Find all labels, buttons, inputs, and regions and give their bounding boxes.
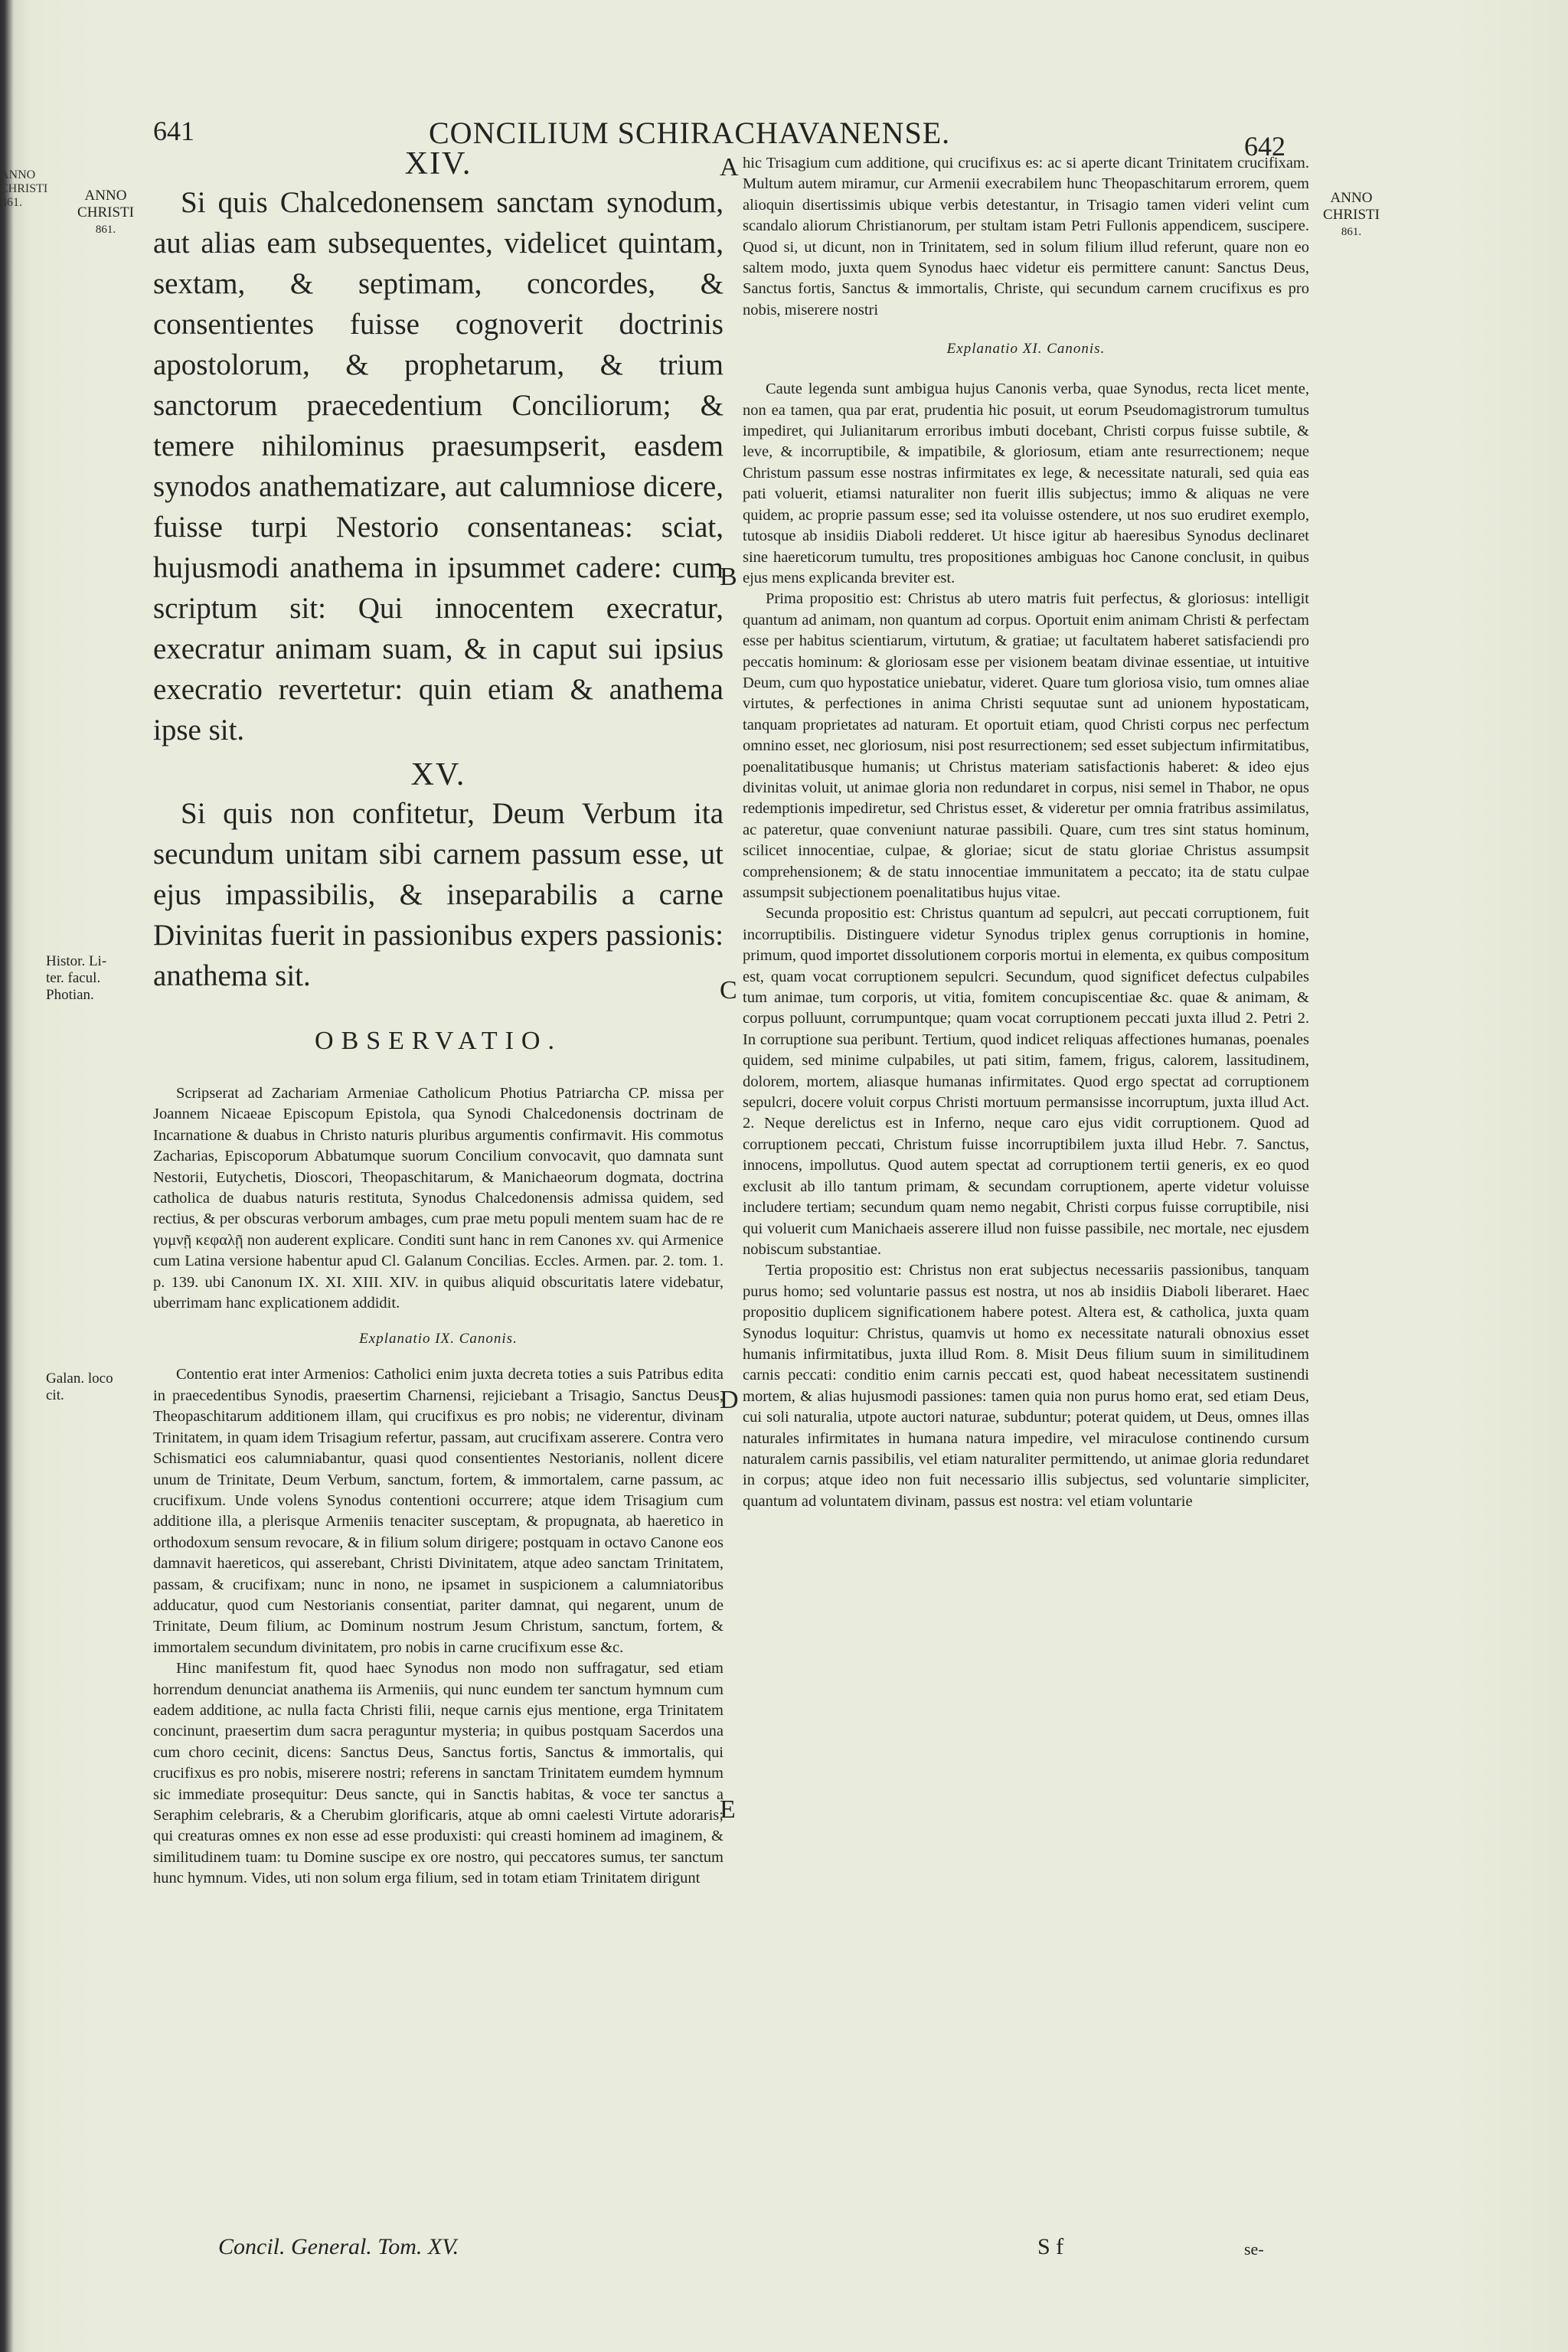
margin-anno-left [60,188,152,238]
canon-heading-14: XIV. [404,146,472,181]
margin-line: ANNO [1330,190,1373,206]
margin-line: 861. [1341,226,1362,238]
margin-line: ter. facul. [46,970,101,986]
footer-signature: S f [1037,2234,1064,2259]
explanation-11-paragraph-3: Secunda propositio est: Christus quantum ad sepulcri, aut peccati corruptionem, fuit incorruptibilis. Distinguere videtur Synodus triplex genus corruptionis in homine, primum, quod importet dissolutionem corporis mortui in elementa, ex quibus compositum est, quam vocat corruptionem sepulcri. Secundum, quod significet defectus culpabiles tum animae, tum corporis, ut vitia, fomitem concupiscentiae &c. quae & animam, & corpus polluunt, corrumpuntque; quam vocat corruptionem peccati juxta illud 2. Petri 2. In corruptione sua peribunt. Tertium, quod indicet reliquas affectiones humanas, poenales quidem, sed minime culpabiles, ut pati sitim, famem, frigus, calorem, lassitudinem, dolorem, mortem, aliasque humanas infirmitates. Quod ergo spectat ad corruptionem sepulcri, docere voluit corpus Christi mortuum permansisse incorruptum, juxta illud Act. 2. Neque derelictus est in Inferno, neque caro ejus vidit corruptionem. Quod ad corruptionem peccati, Christum fuisse incorruptibilem juxta illud Hebr. 7. Sanctus, innocens, impollutus. Quod autem spectat ad corruptionem tertii generis, ex eo quod exclusit ab illo tantum primam, & secundam corruptionem, aperte videtur voluisse includere tertiam; secundum quam nemo negabit, Christi corpus fuisse corruptibile, nisi qui voluerit cum Manichaeis asserere illud non fuisse passibile, nec mortale, nec ejusdem nobiscum substantiae. [743,905,1309,1258]
edge-tab-line: CHRISTI [0,182,48,195]
side-letter-a: A [720,153,739,181]
edge-tab-line: 861. [1,196,22,209]
right-top-paragraph: hic Trisagium cum additione, qui crucifixus es: ac si aperte dicant Trinitatem crucifixam. Multum autem miramur, cur Armenii execrabilem hunc Theopaschitarum errorem, quem alioquin disertissimis ubique verbis detestantur, in Trisagio tamen videri velint cum scandalo aliorum Christianorum, per stultam istam Petri Fullonis appendicem, suscipere. Quod si, ut dicunt, non in Trinitatem, sed in solum filium illud referunt, quare non eo saltem modo, juxta quem Synodus haec videtur eis permittere canunt: Sanctus Deus, Sanctus fortis, Sanctus & immortalis, Christe, qui secundum carnem crucifixus es pro nobis, miserere nostri [743,155,1309,318]
explanation-11-heading: Explanatio XI. Canonis. [946,341,1106,358]
margin-line: 861. [95,224,116,236]
explanation-11-paragraph-4: Tertia propositio est: Christus non erat subjectus necessariis passionibus, tanquam purus homo; sed voluntarie passus est nostra, ut nos ab insidiis Diaboli liberaret. Haec propositio duplicem significationem habere potest. Altera est, & catholica, juxta quam Synodus loquitur: Christus, quamvis ut homo ex necessitate naturali obnoxius esset humanis infirmitatibus, juxta illud Rom. 8. Misit Deus filium suum in similitudinem carnis peccati: conditio enim carnis peccati est, quod habeat necessitatem sustinendi mortem, & alias hujusmodi passiones: tamen quia non purus homo erat, sed etiam Deus, cui soli naturalia, utpote auctori naturae, subduntur; poterat quidem, ut Deus, omnes illas naturales infirmitates in humana natura impedire, vel miraculose continendo cursum naturalem carnis passibilis, vel etiam naturaliter permittendo, ut animae gloria redundaret in corpus; atque ideo non fuit necessario illis subjectus, sed voluntarie simpliciter, quantum ad voluntatem divinam, passus est nostra: vel etiam voluntarie [743,1262,1309,1510]
right-column [743,153,1309,1512]
canon-15-text: Si quis non confitetur, Deum Verbum ita secundum unitam sibi carnem passum esse, ut ejus impassibilis, & inseparabilis a carne Divinitas fuerit in passionibus expers passionis: anathema sit. [153,797,724,992]
explanation-11-paragraph-2: Prima propositio est: Christus ab utero matris fuit perfectus, & gloriosus: intelligit quantum ad animam, non quantum ad corpus. Oportuit enim animam Christi & perfectam esse per habitus scientiarum, virtutum, & gratiae; ut facultatem haberet satisfaciendi pro peccatis hominum: & gloriosam esse per visionem beatam divinae essentiae, ut intuitive Deum, cum quo hypostatice uniebatur, videret. Quare tum gloriosa visio, tum omnes aliae virtutes, & perfectiones in anima Christi sequutae sunt ad unionem hypostaticam, tanquam proprietates ad naturam. Et oportuit etiam, quod Christi corpus nec perfectum omnino esset, nec gloriosum, nisi post resurrectionem; sed esset subjectum infirmitatibus, poenalitatibusque humanis; ut Christus materiam satisfactionis haberet: & ideo ejus divinitas voluit, ut animae gloria non redundaret in corpus, nisi semel in Thabor, ne opus redemptionis impediretur, sed Christus esset, & videretur per omnia fratribus assimilatus, ac pateretur, quae conveniunt naturae passibili. Quare, cum tres sint status hominum, scilicet innocentiae, culpae, & gloriae; sicut de statu gloriae Christus assumpsit comprehensionem; & de statu innocentiae immunitatem a peccato; ita de statu culpae assumpsit subjectionem poenalitatibus hujus vitae. [743,590,1309,901]
margin-line: Photian. [46,987,94,1003]
page-number-left: 641 [153,116,194,146]
left-column [153,145,724,1890]
margin-line: CHRISTI [77,204,134,220]
margin-note-galan [46,1370,145,1404]
explanation-9-paragraph-2: Hinc manifestum fit, quod haec Synodus non modo non suffragatur, sed etiam horrendum denunciat anathema iis Armeniis, qui nunc eundem ter sanctum hymnum cum eadem additione, ac nulla facta Christi filii, neque carnis ejus mentione, erga Trinitatem concinunt, praesertim dum sacra peraguntur mysteria; in quibus postquam Sacerdos una cum choro cecinit, dicens: Sanctus Deus, Sanctus fortis, Sanctus & immortalis, qui crucifixus es pro nobis, miserere nostri; referens in sanctam Trinitatem eumdem hymnum sic immediate prosequitur: Deus sancte, qui in Sanctis habitas, & voce ter sanctus a Seraphim celebraris, & a Cherubim glorificaris, atque ab omni caelesti Virtute adoraris; qui creaturas omnes ex non esse ad esse produxisti: qui creasti hominem ad imaginem, & similitudinem tuam: tu Domine suscipe ex ore nostro, qui peccatores sumus, ter sanctum hunc hymnum. Vides, uti non solum erga filium, sed in totam etiam Trinitatem dirigunt [153,1660,724,1887]
margin-line: Galan. loco [46,1370,113,1387]
edge-thumb-tab [0,107,48,260]
explanation-11-paragraph-1: Caute legenda sunt ambigua hujus Canonis verba, quae Synodus, recta licet mente, non ea tamen, qua par erat, prudentia hic posuit, ut eorum Pseudomagistrorum tumultus impediret, qui Julianitarum erroribus imbuti docebant, Christi corpus fuisse subtile, & leve, & incorruptibile, & impatibile, & gloriosum, etiam ante resurrectionem; neque Christum passum esse nostras infirmitates ex lege, & necessitate naturali, sed quia eas pati voluerit, etiamsi naturaliter non fuerit illis subjectus; immo & aliquas ne vere quidem, ac proprie passum esse; sed ita voluisse ostendere, ut nos suo erudiret exemplo, tutosque ab insidiis Diaboli redderet. Ut hisce igitur ab haeresibus Synodus declinaret sine haereticorum tumultu, tres propositiones ambiguas hoc Canone conclusit, in quibus ejus mens explicanda breviter est. [743,381,1309,586]
running-title: CONCILIUM SCHIRACHAVANENSE. [429,116,951,150]
observatio-heading: OBSERVATIO. [315,1027,562,1055]
margin-line: CHRISTI [1323,207,1380,223]
canon-heading-15: XV. [410,757,466,792]
margin-anno-right [1305,190,1397,240]
observatio-paragraph: Scripserat ad Zachariam Armeniae Catholicum Photius Patriarcha CP. missa per Joannem Nicaeae Episcopum Epistola, qua Synodi Chalcedonensis doctrinam de Incarnatione & duabus in Christo naturis pluribus argumentis confirmavit. His commotus Zacharias, Episcoporum Abbatumque suorum Concilium convocavit, quo damnata sunt Nestorii, Eutychetis, Dioscori, Theopaschitarum, & Manichaeorum dogmata, doctrina catholica de duabus naturis restituta, Synodus Chalcedonensis admissa quidem, sed rectius, & per obscuras verborum ambages, cum prae metu populi mentem suam hac de re γυμνῇ κεφαλῇ non auderent explicare. Conditi sunt hanc in rem Canones xv. qui Armenice cum Latina versione habentur apud Cl. Galanum Concilias. Eccles. Armen. par. 2. tom. 1. p. 139. ubi Canonum IX. XI. XIII. XIV. in quibus aliquid obscuritatis latere videbatur, uberrimam hanc explicationem addidit. [153,1085,724,1312]
side-letter-c: C [720,976,737,1004]
page-number-right: 642 [1244,131,1285,162]
margin-line: Histor. Li- [46,953,107,969]
margin-note-histor [46,953,145,1004]
margin-line: cit. [46,1387,64,1403]
explanation-9-heading: Explanatio IX. Canonis. [359,1331,518,1348]
side-letter-e: E [720,1795,736,1824]
margin-line: ANNO [84,188,127,204]
side-letter-d: D [720,1386,739,1414]
catchword: se- [1244,2239,1264,2259]
edge-tab-line: ANNO [0,168,36,181]
side-letter-b: B [720,563,737,591]
canon-14-text: Si quis Chalcedonensem sanctam synodum, aut alias eam subsequentes, videlicet quintam, sextam, & septimam, concordes, & consentientes fuisse cognoverit doctrinis apostolorum, & prophetarum, & trium sanctorum praecedentium Conciliorum; & temere nihilominus praesumpserit, easdem synodos anathematizare, aut calumniose dicere, fuisse turpi Nestorio consentaneas: sciat, hujusmodi anathema in ipsummet cadere: cum scriptum sit: Qui innocentem execratur, execratur animam suam, & in caput sui ipsius execratio revertetur: quin etiam & anathema ipse sit. [153,186,724,746]
footer-volume: Concil. General. Tom. XV. [218,2234,459,2259]
explanation-9-paragraph-1: Contentio erat inter Armenios: Catholici enim juxta decreta toties a suis Patribus edita in praecedentibus Synodis, praesertim Charnensi, rejiciebant a Trisagio, Sanctus Deus, Theopaschitarum additionem illam, qui crucifixus es pro nobis; ne viderentur, divinam Trinitatem, in quam idem Trisagium refertur, passam, aut crucifixam asserere. Contra vero Schismatici eos calumniabantur, quasi quod consentientes Nestorianis, nollent dicere unum de Trinitate, Deum Verbum, sanctum, fortem, & immortalem, carne passum, ac crucifixum. Unde volens Synodus contentioni occurrere; atque idem Trisagium cum additione illa, a plerisque Armeniis tenaciter susceptam, & propugnata, ab haeretico in orthodoxum sensum revocare, & in filium solum dirigere; postquam in octavo Canone eos damnavit haereticos, qui asserebant, Christi Divinitatem, atque adeo sanctam Trinitatem, passam, & crucifixam; nunc in nono, ne ipsamet in suspicionem a calumniatoribus adducatur, quod cum Nestorianis consentiat, pariter damnat, qui negarent, unum de Trinitate, Deum filium, ac Dominum nostrum Jesum Christum, sanctum, fortem, & immortalem secundum divinitatem, pro nobis in carne crucifixum esse &c. [153,1366,724,1656]
